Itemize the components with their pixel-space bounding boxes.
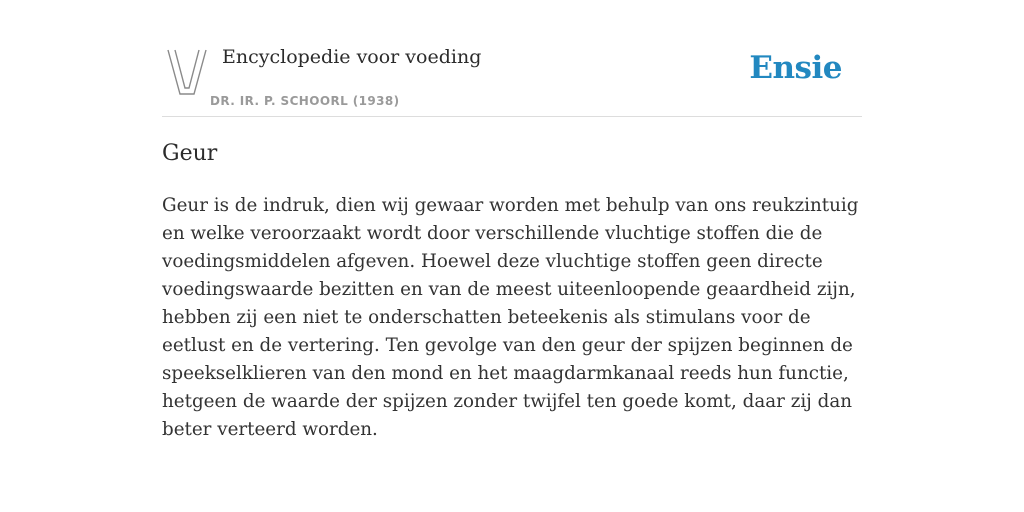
article-body: Geur is de indruk, dien wij gewaar worden met behulp van ons reukzintuig en welke veroorzaakt wordt door verschillende vluchtige stoffen die de voedingsmiddelen afgeven. Hoewel deze vluchtige stoffen geen directe voedingswaarde bezitten en van de meest uiteenloopende geaardheid zijn, hebben zij een niet te onderschatten beteekenis als stimulans voor de eetlust en de vertering. Ten gevolge van den geur der spijzen beginnen de speekselklieren van den mond en het maagdarmkanaal reeds hun functie, hetgeen de waarde der spijzen zonder twijfel ten goede komt, daar zij dan beter verteerd worden. [162, 195, 859, 440]
book-author: DR. IR. P. SCHOORL (1938) [210, 94, 400, 108]
article-title: Geur [162, 141, 218, 166]
v-logo-icon[interactable] [166, 48, 208, 96]
ensie-brand-link[interactable]: Ensie [749, 50, 842, 86]
article [162, 138, 862, 444]
site-header [162, 40, 862, 117]
book-title[interactable]: Encyclopedie voor voeding [222, 46, 482, 68]
